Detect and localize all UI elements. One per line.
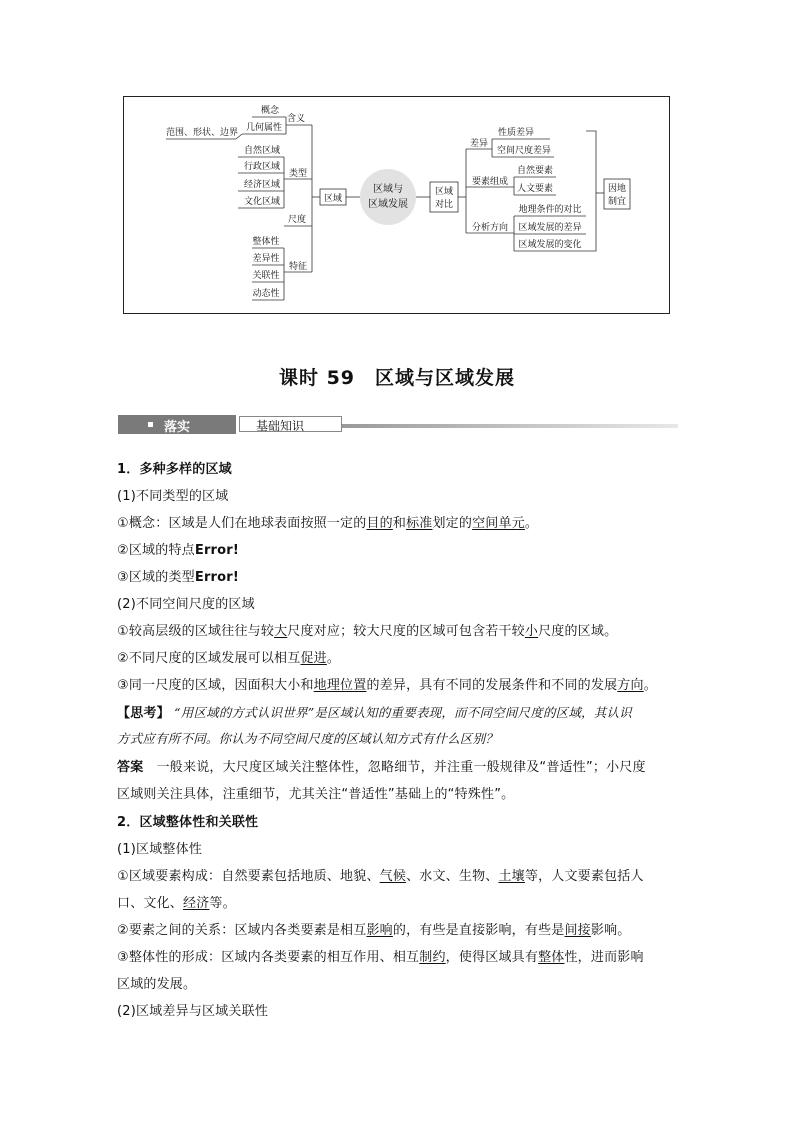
line-elements: [117, 865, 644, 884]
node-features: 特征: [288, 261, 308, 271]
text-segment: 影响。: [590, 923, 631, 938]
heading-2: 2．区域整体性和关联性: [117, 815, 259, 830]
heading-1: 1．多种多样的区域: [117, 462, 232, 477]
node-elements: 要素组成: [471, 176, 509, 186]
answer-text-1: 一般来说，大尺度区域关注整体性，忽略细节，并注重一般规律及“普适性”；小尺度: [156, 760, 646, 775]
text-segment: ①较高层级的区域往往与较: [117, 624, 275, 639]
underlined-answer: 制约: [419, 950, 446, 965]
answer-line-2: 区域则关注具体，注重细节，尤其关注“普适性”基础上的“特殊性”。: [117, 787, 515, 802]
error-marker: Error!: [194, 543, 240, 558]
subheading-2-1: (1)区域整体性: [117, 842, 203, 857]
think-tag: 【思考】: [117, 706, 170, 721]
underlined-answer: 影响: [366, 923, 393, 938]
node-cond-comp: 地理条件的对比: [518, 204, 582, 214]
node-geo-attr: 几何属性: [245, 122, 283, 132]
section-light-label: 基础知识: [256, 419, 305, 433]
answer-tag: 答案: [117, 760, 144, 775]
text-segment: 的差异，具有不同的发展条件和不同的发展: [366, 678, 618, 693]
line-promote: [117, 647, 340, 666]
underlined-answer: 整体: [538, 950, 565, 965]
text-segment: 、水文、生物、: [406, 869, 499, 884]
underlined-answer: 大: [274, 624, 288, 639]
answer-line-1: [117, 756, 646, 775]
think-question: [117, 702, 632, 721]
center-line-1: 区域与: [373, 184, 403, 195]
node-dev-diff: 区域发展的差异: [518, 222, 582, 232]
underlined-answer: 促进: [300, 651, 327, 666]
node-range: 范围、形状、边界: [165, 127, 239, 137]
text-segment: ③同一尺度的区域，因面积大小和: [117, 678, 314, 693]
underlined-answer: 方向: [617, 678, 644, 693]
text-segment: 等，人文要素包括人: [524, 869, 644, 884]
node-concept: 概念: [260, 105, 280, 115]
underlined-answer: 目的: [366, 516, 393, 531]
section-banner: [118, 415, 678, 434]
node-nat-elem: 自然要素: [516, 165, 554, 175]
node-dynamic: 动态性: [252, 288, 280, 298]
node-direction: 分析方向: [471, 222, 509, 232]
text-segment: 尺度对应；较大尺度的区域可包含若干较: [287, 624, 525, 639]
text-segment: 等。: [209, 896, 236, 911]
node-admin: 行政区域: [243, 161, 281, 171]
node-types: 类型: [288, 168, 308, 178]
text-segment: 性，进而影响: [564, 950, 644, 965]
line-relations: [117, 919, 631, 938]
node-wholeness: 整体性: [252, 236, 280, 246]
node-hum-elem: 人文要素: [516, 183, 554, 193]
think-text-2: 方式应有所不同。你认为不同空间尺度的区域认知方式有什么区别？: [117, 731, 499, 746]
text-segment: 尺度的区域。: [538, 624, 618, 639]
lesson-title: 课时 59 区域与区域发展: [278, 367, 516, 389]
text-segment: 划定的: [432, 516, 473, 531]
text-segment: 的，有些是直接影响，有些是: [392, 923, 565, 938]
line-formation-cont: 区域的发展。: [117, 977, 197, 992]
text-segment: ①区域要素构成：自然要素包括地质、地貌、: [117, 869, 380, 884]
text-segment: 和: [392, 516, 407, 531]
node-compare-2: 对比: [434, 199, 454, 209]
node-scale: 尺度: [287, 214, 307, 224]
text-segment: 。: [524, 516, 539, 531]
text-segment: ②要素之间的关系：区域内各类要素是相互: [117, 923, 367, 938]
text-segment: 。: [643, 678, 657, 693]
line-features: [117, 539, 239, 558]
line-concept: [117, 512, 538, 531]
node-cultural: 文化区域: [243, 196, 281, 206]
node-difference: 差异性: [252, 253, 280, 263]
underlined-answer: 小: [524, 624, 539, 639]
node-dev-change: 区域发展的变化: [518, 239, 582, 249]
text-segment: ③区域的类型: [117, 570, 195, 585]
line-formation: [117, 946, 644, 965]
text-segment: ②区域的特点: [117, 543, 195, 558]
text-segment: ②不同尺度的区域发展可以相互: [117, 651, 301, 666]
underlined-answer: 土壤: [498, 869, 525, 884]
subheading-1-2: (2)不同空间尺度的区域: [117, 597, 255, 612]
square-bullet-icon: [148, 422, 153, 427]
section-dark-label: 落实: [164, 420, 191, 435]
underlined-answer: 空间单元: [472, 516, 525, 531]
node-nature-diff: 性质差异: [497, 127, 535, 137]
underlined-answer: 间接: [564, 923, 591, 938]
center-node: [360, 169, 416, 225]
line-same-scale: [117, 674, 657, 693]
section-divider: [342, 424, 678, 428]
subheading-1-1: (1)不同类型的区域: [117, 489, 229, 504]
node-region: 区域: [323, 193, 343, 203]
node-natural: 自然区域: [243, 145, 281, 155]
underlined-answer: 标准: [406, 516, 433, 531]
region-mind-map: [123, 96, 670, 314]
underlined-answer: 气候: [379, 869, 407, 884]
node-adapt-1: 因地: [607, 183, 627, 193]
subheading-2-2: (2)区域差异与区域关联性: [117, 1004, 269, 1019]
line-types: [117, 566, 239, 585]
node-adapt-2: 制宜: [607, 196, 627, 206]
center-line-2: 区域发展: [368, 199, 408, 210]
text-segment: ③整体性的形成：区域内各类要素的相互作用、相互: [117, 950, 420, 965]
node-space-diff: 空间尺度差异: [496, 145, 552, 155]
text-segment: ①概念：区域是人们在地球表面按照一定的: [117, 516, 367, 531]
node-economic: 经济区域: [243, 179, 281, 189]
underlined-answer: 经济: [183, 896, 210, 911]
line-levels: [117, 620, 617, 639]
text-segment: ，使得区域具有: [445, 950, 539, 965]
node-diff: 差异: [469, 138, 489, 148]
node-meaning: 含义: [286, 113, 306, 123]
section-light-tab: [239, 416, 342, 432]
think-text-1: “用区域的方式认识世界”是区域认知的重要表现，而不同空间尺度的区域，其认识: [174, 705, 632, 720]
section-dark-tab: [118, 415, 236, 434]
node-relation: 关联性: [252, 270, 280, 280]
text-segment: 口、文化、: [117, 896, 184, 911]
node-compare-1: 区域: [434, 186, 454, 196]
underlined-answer: 地理位置: [313, 678, 367, 693]
mind-map-svg: [124, 97, 671, 315]
error-marker: Error!: [194, 570, 240, 585]
line-elements-cont: [117, 892, 236, 911]
text-segment: 。: [326, 651, 341, 666]
